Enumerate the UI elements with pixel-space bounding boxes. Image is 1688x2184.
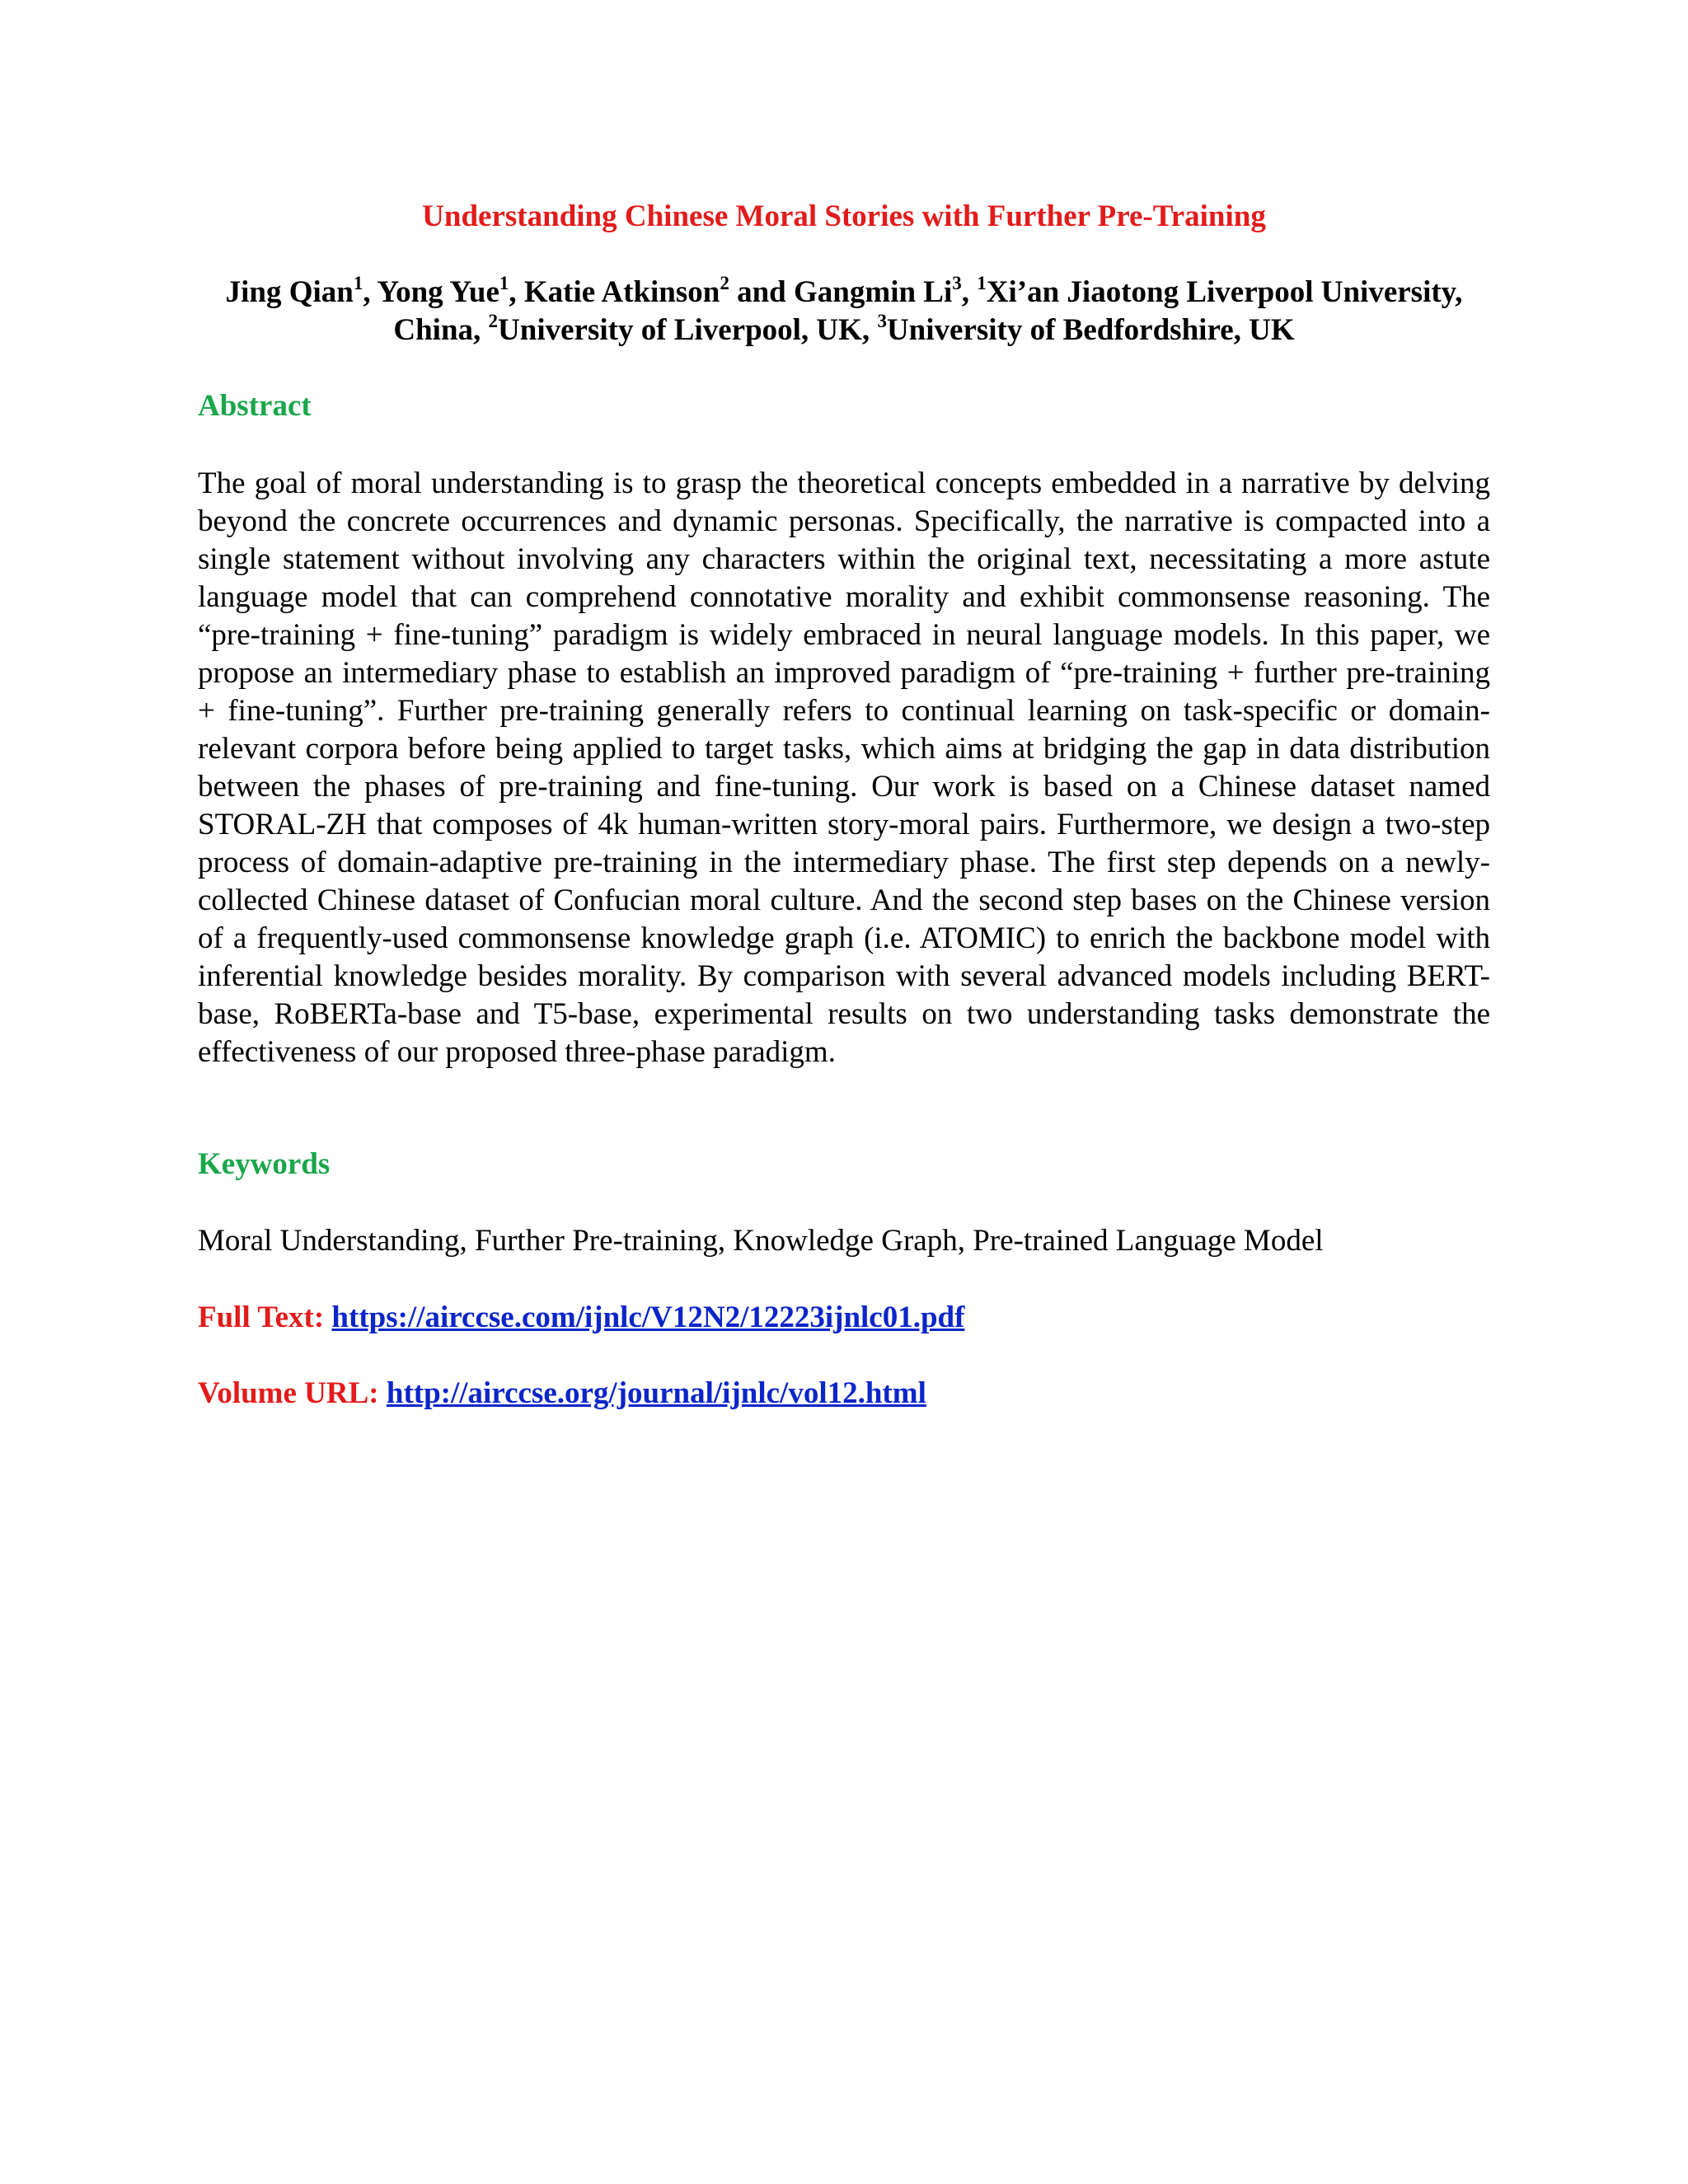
author-name: Katie Atkinson <box>523 275 720 309</box>
affiliation: University of Bedfordshire, UK <box>886 313 1295 347</box>
author-conjunction: and <box>737 275 786 309</box>
abstract-heading: Abstract <box>198 389 312 423</box>
volume-url-row <box>198 1375 926 1413</box>
volume-url-link[interactable]: http://airccse.org/journal/ijnlc/vol12.html <box>386 1376 926 1410</box>
affiliation-marker: 3 <box>877 310 887 331</box>
author-name: Jing Qian <box>225 275 354 309</box>
keywords-body: Moral Understanding, Further Pre-training, Knowledge Graph, Pre-trained Language Model <box>198 1224 1324 1258</box>
abstract-body: The goal of moral understanding is to grasp the theoretical concepts embedded in a narrative by delving beyond the concrete occurrences and dynamic personas. Specifically, the narrative is compacted into a single statement without involving any characters within the original text, necessitating a more astute language model that can comprehend connotative morality and exhibit commonsense reasoning. The “pre-training + fine-tuning” paradigm is widely embraced in neural language models. In this paper, we propose an intermediary phase to establish an improved paradigm of “pre-training + further pre-training + fine-tuning”. Further pre-training generally refers to continual learning on task-specific or domain-relevant corpora before being applied to target tasks, which aims at bridging the gap in data distribution between the phases of pre-training and fine-tuning. Our work is based on a Chinese dataset named STORAL-ZH that composes of 4k human-written story-moral pairs. Furthermore, we design a two-step process of domain-adaptive pre-training in the intermediary phase. The first step depends on a newly-collected Chinese dataset of Confucian moral culture. And the second step bases on the Chinese version of a frequently-used commonsense knowledge graph (i.e. ATOMIC) to enrich the backbone model with inferential knowledge besides morality. By comparison with several advanced models including BERT-base, RoBERTa-base and T5-base, experimental results on two understanding tasks demonstrate the effectiveness of our proposed three-phase paradigm. <box>198 466 1490 1069</box>
author-name: Yong Yue <box>377 275 499 309</box>
full-text-label: Full Text: <box>198 1301 325 1334</box>
author-affiliation-marker: 1 <box>353 272 363 293</box>
full-text-row <box>198 1299 964 1337</box>
paper-title: Understanding Chinese Moral Stories with Further Pre-Training <box>422 199 1266 233</box>
affiliation-marker: 2 <box>488 310 499 331</box>
affiliation: Xi’an Jiaotong Liverpool University, China, <box>393 275 1463 347</box>
author-name: Gangmin Li <box>794 275 953 309</box>
volume-url-label: Volume URL: <box>198 1376 379 1410</box>
affiliation-marker: 1 <box>977 272 987 293</box>
author-affiliation-marker: 2 <box>720 272 729 293</box>
author-affiliation-marker: 1 <box>499 272 509 293</box>
affiliation: University of Liverpool, UK, <box>498 313 870 347</box>
keywords-heading: Keywords <box>198 1147 331 1181</box>
author-list: Jing Qian$^1$, Yong Yue$^1$, Katie Atkinson$^2$ and Gangmin Li$^3$, $^1$Xi’an Jiaotong Liverpool University, China, $^2$University of Liverpool, UK, $^3$University of Bedfordshire, UK <box>225 272 1463 347</box>
author-affiliation-marker: 3 <box>952 272 962 293</box>
full-text-link[interactable]: https://airccse.com/ijnlc/V12N2/12223ijnlc01.pdf <box>331 1301 965 1334</box>
